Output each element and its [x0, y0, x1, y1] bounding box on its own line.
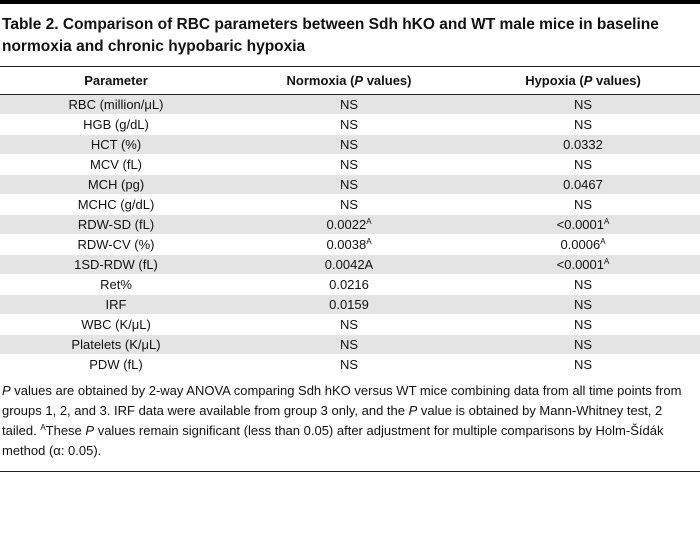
cell-hypoxia: 0.0332 — [466, 135, 700, 155]
cell-parameter: RBC (million/μL) — [0, 95, 232, 115]
cell-hypoxia: NS — [466, 155, 700, 175]
cell-normoxia: NS — [232, 195, 466, 215]
cell-parameter: Platelets (K/μL) — [0, 335, 232, 355]
cell-parameter: MCHC (g/dL) — [0, 195, 232, 215]
table-title: Table 2. Comparison of RBC parameters between Sdh hKO and WT male mice in baseline normoxia and chronic hypobaric hypoxia — [2, 16, 659, 55]
header-parameter: Parameter — [0, 67, 232, 95]
table-row — [0, 355, 700, 375]
cell-parameter: Ret% — [0, 275, 232, 295]
cell-normoxia: NS — [232, 315, 466, 335]
cell-normoxia: 0.0159 — [232, 295, 466, 315]
table-row — [0, 275, 700, 295]
table-row — [0, 135, 700, 155]
cell-hypoxia: $0.0006^A$ — [466, 235, 700, 255]
cell-normoxia: NS — [232, 175, 466, 195]
cell-normoxia: NS — [232, 335, 466, 355]
table-row — [0, 115, 700, 135]
rbc-parameters-table — [0, 67, 700, 375]
cell-parameter: RDW-CV (%) — [0, 235, 232, 255]
table-row — [0, 315, 700, 335]
cell-hypoxia: NS — [466, 95, 700, 115]
header-hypoxia: Hypoxia (P values) — [466, 67, 700, 95]
cell-normoxia: NS — [232, 115, 466, 135]
table-row — [0, 195, 700, 215]
cell-normoxia: 0.0216 — [232, 275, 466, 295]
table-row — [0, 295, 700, 315]
cell-parameter: RDW-SD (fL) — [0, 215, 232, 235]
cell-hypoxia: NS — [466, 115, 700, 135]
cell-normoxia: NS — [232, 95, 466, 115]
cell-parameter: WBC (K/μL) — [0, 315, 232, 335]
cell-normoxia: $0.0038^A$ — [232, 235, 466, 255]
table-row — [0, 95, 700, 115]
cell-parameter: MCV (fL) — [0, 155, 232, 175]
bottom-rule — [0, 471, 700, 472]
cell-hypoxia: NS — [466, 295, 700, 315]
header-row — [0, 67, 700, 95]
cell-hypoxia: NS — [466, 275, 700, 295]
cell-normoxia: NS — [232, 135, 466, 155]
cell-parameter: IRF — [0, 295, 232, 315]
table-body — [0, 95, 700, 375]
cell-parameter: MCH (pg) — [0, 175, 232, 195]
cell-hypoxia: NS — [466, 195, 700, 215]
cell-parameter: HGB (g/dL) — [0, 115, 232, 135]
cell-parameter: HCT (%) — [0, 135, 232, 155]
table-row — [0, 175, 700, 195]
cell-hypoxia: $<0.0001^A$ — [466, 215, 700, 235]
header-normoxia: Normoxia (P values) — [232, 67, 466, 95]
cell-normoxia: $0.0022^A$ — [232, 215, 466, 235]
table-row — [0, 255, 700, 275]
cell-hypoxia: $<0.0001^A$ — [466, 255, 700, 275]
cell-normoxia: NS — [232, 155, 466, 175]
cell-hypoxia: NS — [466, 355, 700, 375]
cell-hypoxia: 0.0467 — [466, 175, 700, 195]
cell-parameter: 1SD-RDW (fL) — [0, 255, 232, 275]
table-row — [0, 155, 700, 175]
cell-hypoxia: NS — [466, 335, 700, 355]
table-row — [0, 335, 700, 355]
table-row — [0, 235, 700, 255]
table-row — [0, 215, 700, 235]
table-footnote: P values are obtained by 2-way ANOVA comparing Sdh hKO versus WT mice combining data from all time points from groups 1, 2, and 3. IRF data were available from group 3 only, and the P value is obtained by Mann-Whitney test, 2 tailed. $^A$These P values remain significant (less than 0.05) after adjustment for multiple comparisons by Holm-Šídák method (α: 0.05). — [2, 383, 682, 458]
cell-normoxia: NS — [232, 355, 466, 375]
cell-parameter: PDW (fL) — [0, 355, 232, 375]
cell-hypoxia: NS — [466, 315, 700, 335]
cell-normoxia: 0.0042A — [232, 255, 466, 275]
